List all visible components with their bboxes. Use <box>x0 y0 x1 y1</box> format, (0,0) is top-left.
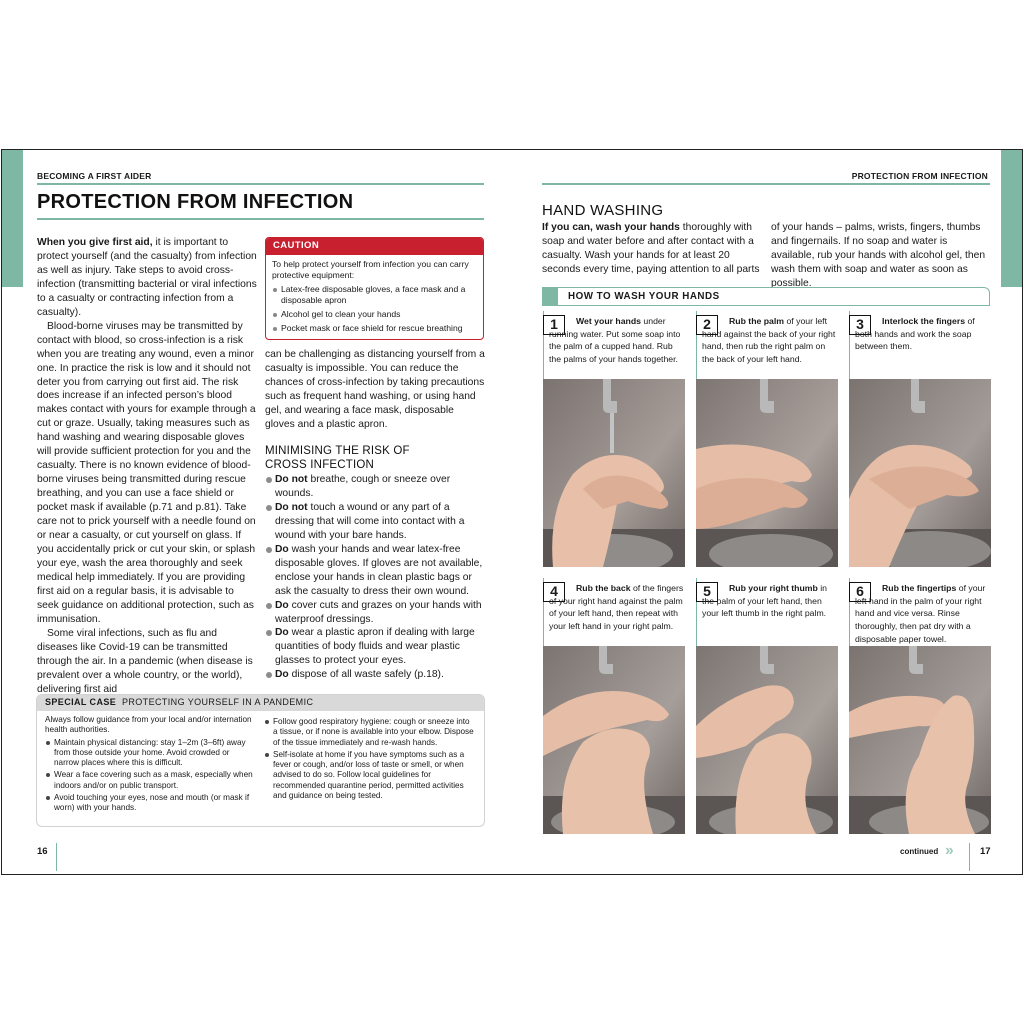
hand-washing-heading: HAND WASHING <box>542 202 664 219</box>
special-case-item: Follow good respiratory hygiene: cough or sneeze into a tissue, or if none is available into your elbow. Dispose of the tissue immediately and re-wash hands. <box>264 717 474 748</box>
right-section-tab <box>1001 150 1022 287</box>
hand-washing-intro-rest: thoroughly with soap and water before and after contact with a casualty. Wash your hands for at least 20 seconds every time, paying attention to all parts <box>542 222 760 275</box>
minimising-list <box>265 473 487 682</box>
left-page-number: 16 <box>37 846 48 857</box>
step-1-photo <box>543 379 685 567</box>
step-text: Rub the fingertips of your left hand in the palm of your right hand and vice versa. Rinse thoroughly, then pat dry with a disposable paper towel. <box>855 583 986 644</box>
caution-label: CAUTION <box>266 238 483 255</box>
right-running-head: PROTECTION FROM INFECTION <box>851 171 988 181</box>
minimising-item: Do not touch a wound or any part of a dressing that will come into contact with a wound with your bare hands. <box>265 501 487 543</box>
special-case-box <box>37 695 484 826</box>
continued-chevron-icon: ›› <box>945 842 952 859</box>
left-head-rule <box>37 183 484 185</box>
minimising-item: Do wash your hands and wear latex-free disposable gloves. If gloves are not available, enclose your hands in clean plastic bags or ask the casualty to dress their own wound. <box>265 543 487 599</box>
special-case-left-column <box>45 715 255 814</box>
special-case-item: Avoid touching your eyes, nose and mouth (or mask if worn) with your hands. <box>45 793 255 814</box>
step-text: Rub the palm of your left hand against the back of your right hand, then rub the right palm on the back of your left hand. <box>702 316 836 365</box>
right-folio-rule <box>969 843 970 871</box>
special-case-item: Wear a face covering such as a mask, especially when indoors and/or on public transport. <box>45 770 255 791</box>
step-number: 3 <box>849 315 871 335</box>
page-title: PROTECTION FROM INFECTION <box>37 191 354 213</box>
book-spread <box>1 149 1023 875</box>
caution-item: Alcohol gel to clean your hands <box>272 309 477 320</box>
how-to-label: HOW TO WASH YOUR HANDS <box>568 291 720 302</box>
intro-column <box>37 236 257 696</box>
left-running-head: BECOMING A FIRST AIDER <box>37 171 152 181</box>
minimising-heading-line2: CROSS INFECTION <box>265 459 375 471</box>
step-text: Rub your right thumb in the palm of your left hand, then your left thumb in the right palm. <box>702 583 827 619</box>
how-to-bar-tab <box>542 287 558 306</box>
step-5-photo <box>696 646 838 834</box>
step-number: 2 <box>696 315 718 335</box>
minimising-item: Do wear a plastic apron if dealing with large quantities of body fluids and wear plastic glasses to protect your eyes. <box>265 626 487 668</box>
step-text: Rub the back of the fingers of your right hand against the palm of your left hand, then repeat with your left hand in your right palm. <box>549 583 684 632</box>
continued-label: continued <box>900 847 939 856</box>
step-3-photo <box>849 379 991 567</box>
step-number: 6 <box>849 582 871 602</box>
minimising-item: Do not breathe, cough or sneeze over wounds. <box>265 473 487 501</box>
step-text: Wet your hands under running water. Put some soap into the palm of a cupped hand. Rub the palms of your hands together. <box>549 316 681 365</box>
step-number: 1 <box>543 315 565 335</box>
intro-paragraph <box>37 236 257 320</box>
right-head-rule <box>542 183 990 185</box>
minimising-item: Do cover cuts and grazes on your hands with waterproof dressings. <box>265 599 487 627</box>
step-number: 4 <box>543 582 565 602</box>
step-4-photo <box>543 646 685 834</box>
step-2-photo <box>696 379 838 567</box>
special-case-intro: Always follow guidance from your local and/or internation health authorities. <box>45 715 252 735</box>
left-section-tab <box>2 150 23 287</box>
minimising-item: Do dispose of all waste safely (p.18). <box>265 668 487 682</box>
viral-paragraph-continued: can be challenging as distancing yourself from a casualty is impossible. You can reduce the chances of cross-infection by taking precautions such as frequent hand washing, or using hand gel, and wearing a face mask, disposable gloves and a plastic apron. <box>265 349 485 430</box>
step-number: 5 <box>696 582 718 602</box>
left-folio-rule <box>56 843 57 871</box>
hand-washing-intro-bold: If you can, wash your hands <box>542 222 680 233</box>
step-text: Interlock the fingers of both hands and work the soap between them. <box>855 316 975 352</box>
intro-rest: it is important to protect yourself (and the casualty) from infection as well as injury. Take steps to avoid cross-infection (transmitting bacterial or viral infections to a casualty or contracting infection from a casualty). <box>37 237 257 318</box>
viral-paragraph: Some viral infections, such as flu and diseases like Covid-19 can be transmitted through the air. In a pandemic (when disease is prevalent over a whole country, or the world), delivering first aid <box>37 627 253 695</box>
step-6-photo <box>849 646 991 834</box>
special-case-item: Self-isolate at home if you have symptoms such as a fever or cough, and/or loss of taste or smell, or when advised to do so. Follow local guidelines for recommended quarantine period, permitted activities and guidance on being tested. <box>264 750 474 801</box>
minimising-heading <box>265 444 410 472</box>
minimising-heading-line1: MINIMISING THE RISK OF <box>265 445 410 457</box>
title-rule <box>37 218 484 220</box>
right-page-number: 17 <box>980 846 991 857</box>
intro-bold: When you give first aid, <box>37 237 153 248</box>
caution-item: Latex-free disposable gloves, a face mask and a disposable apron <box>272 284 477 306</box>
caution-box <box>265 237 484 340</box>
caution-intro: To help protect yourself from infection you can carry protective equipment: <box>272 259 469 280</box>
special-case-item: Maintain physical distancing: stay 1–2m (3–6ft) away from those outside your home. Avoid crowded or narrow places where this is difficult. <box>45 738 255 769</box>
how-to-bar <box>542 287 990 306</box>
hand-washing-intro <box>542 221 762 277</box>
bloodborne-paragraph: Blood-borne viruses may be transmitted by contact with blood, so cross-infection is a risk when you are treating any wound, even a minor one. In practice the risk is low and it should not deter you from carrying out first aid. The risk does increase if an infected person’s blood makes contact with yours for example through a cut or graze. Usually, taking measures such as hand washing and wearing disposable gloves will provide sufficient protection for you and the casualty. There is no known evidence of blood-borne viruses being transmitted during rescue breathing, and you can use a face shield or pocket mask if available (p.71 and p.81). Take care not to prick yourself with a needle found on or near a casualty, or cut yourself on glass. If you accidentally prick or cut your skin, or splash your eye, wash the area thoroughly and seek medical help immediately. If you are providing first aid on a regular basis, it is advisable to seek guidance on additional protection, such as immunisation. <box>37 320 256 625</box>
caution-item: Pocket mask or face shield for rescue breathing <box>272 323 477 334</box>
special-case-header: SPECIAL CASE PROTECTING YOURSELF IN A PANDEMIC <box>37 695 484 711</box>
special-case-right-column <box>264 715 474 801</box>
hand-washing-intro-continued: of your hands – palms, wrists, fingers, thumbs and fingernails. If no soap and water is available, rub your hands with alcohol gel, then wash them with soap and water as soon as possible. <box>771 222 986 289</box>
